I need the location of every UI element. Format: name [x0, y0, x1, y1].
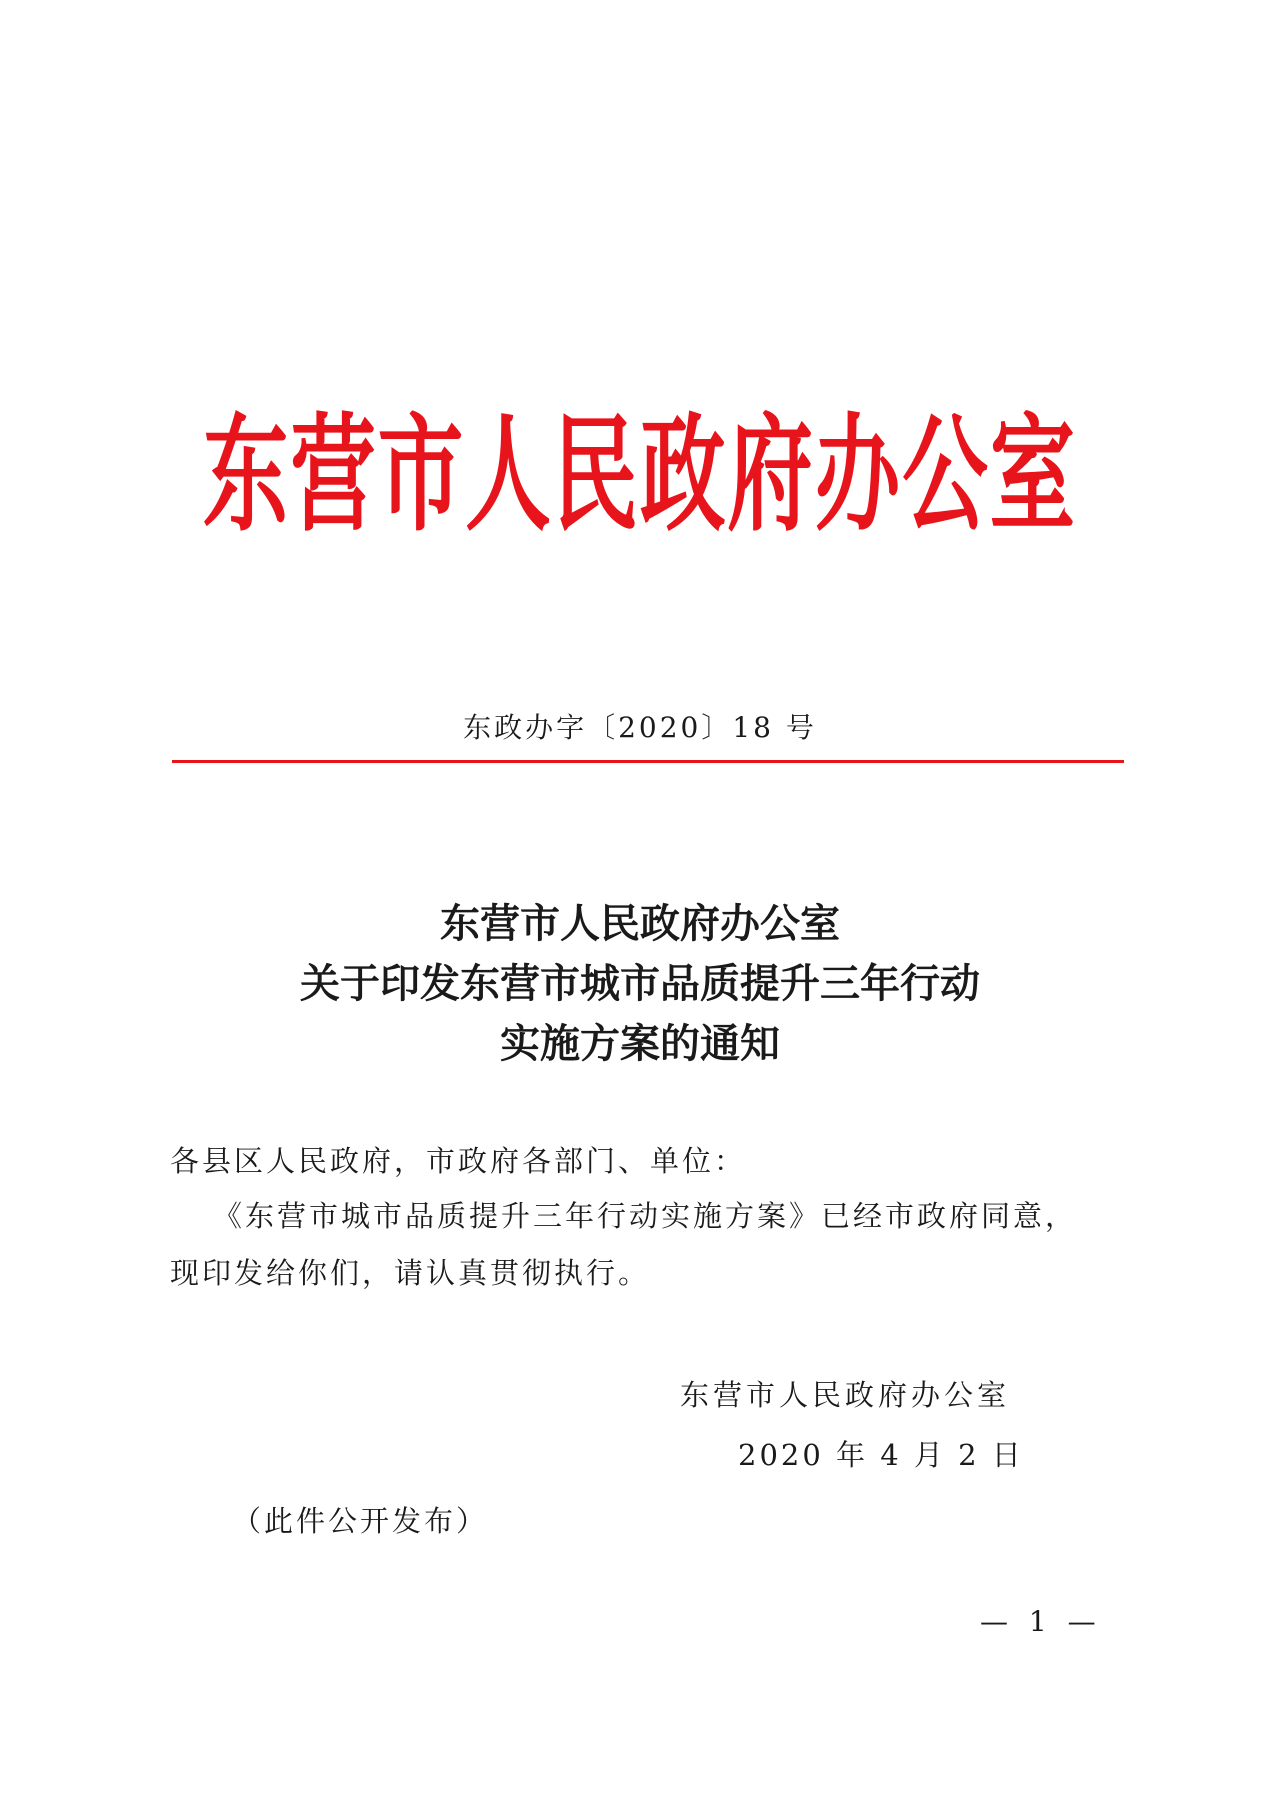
body-paragraph-line-2: 现印发给你们，请认真贯彻执行。	[170, 1256, 651, 1290]
red-divider-line	[172, 760, 1124, 763]
body-paragraph-line-1: 《东营市城市品质提升三年行动实施方案》已经市政府同意，	[213, 1199, 1078, 1233]
signing-organization: 东营市人民政府办公室	[680, 1378, 1011, 1412]
issue-date: 2020 年 4 月 2 日	[738, 1438, 1024, 1472]
title-line-3: 实施方案的通知	[500, 1020, 780, 1067]
masthead-red-header	[0, 400, 1280, 550]
document-title	[0, 894, 1280, 1074]
page-number: — 1 —	[980, 1605, 1102, 1638]
salutation: 各县区人民政府，市政府各部门、单位：	[170, 1144, 747, 1178]
publication-note: （此件公开发布）	[232, 1504, 489, 1538]
document-number: 东政办字〔2020〕18 号	[463, 711, 817, 744]
title-line-2: 关于印发东营市城市品质提升三年行动	[300, 960, 980, 1007]
masthead-text: 东营市人民政府办公室	[203, 400, 1077, 550]
title-line-1: 东营市人民政府办公室	[440, 900, 840, 947]
